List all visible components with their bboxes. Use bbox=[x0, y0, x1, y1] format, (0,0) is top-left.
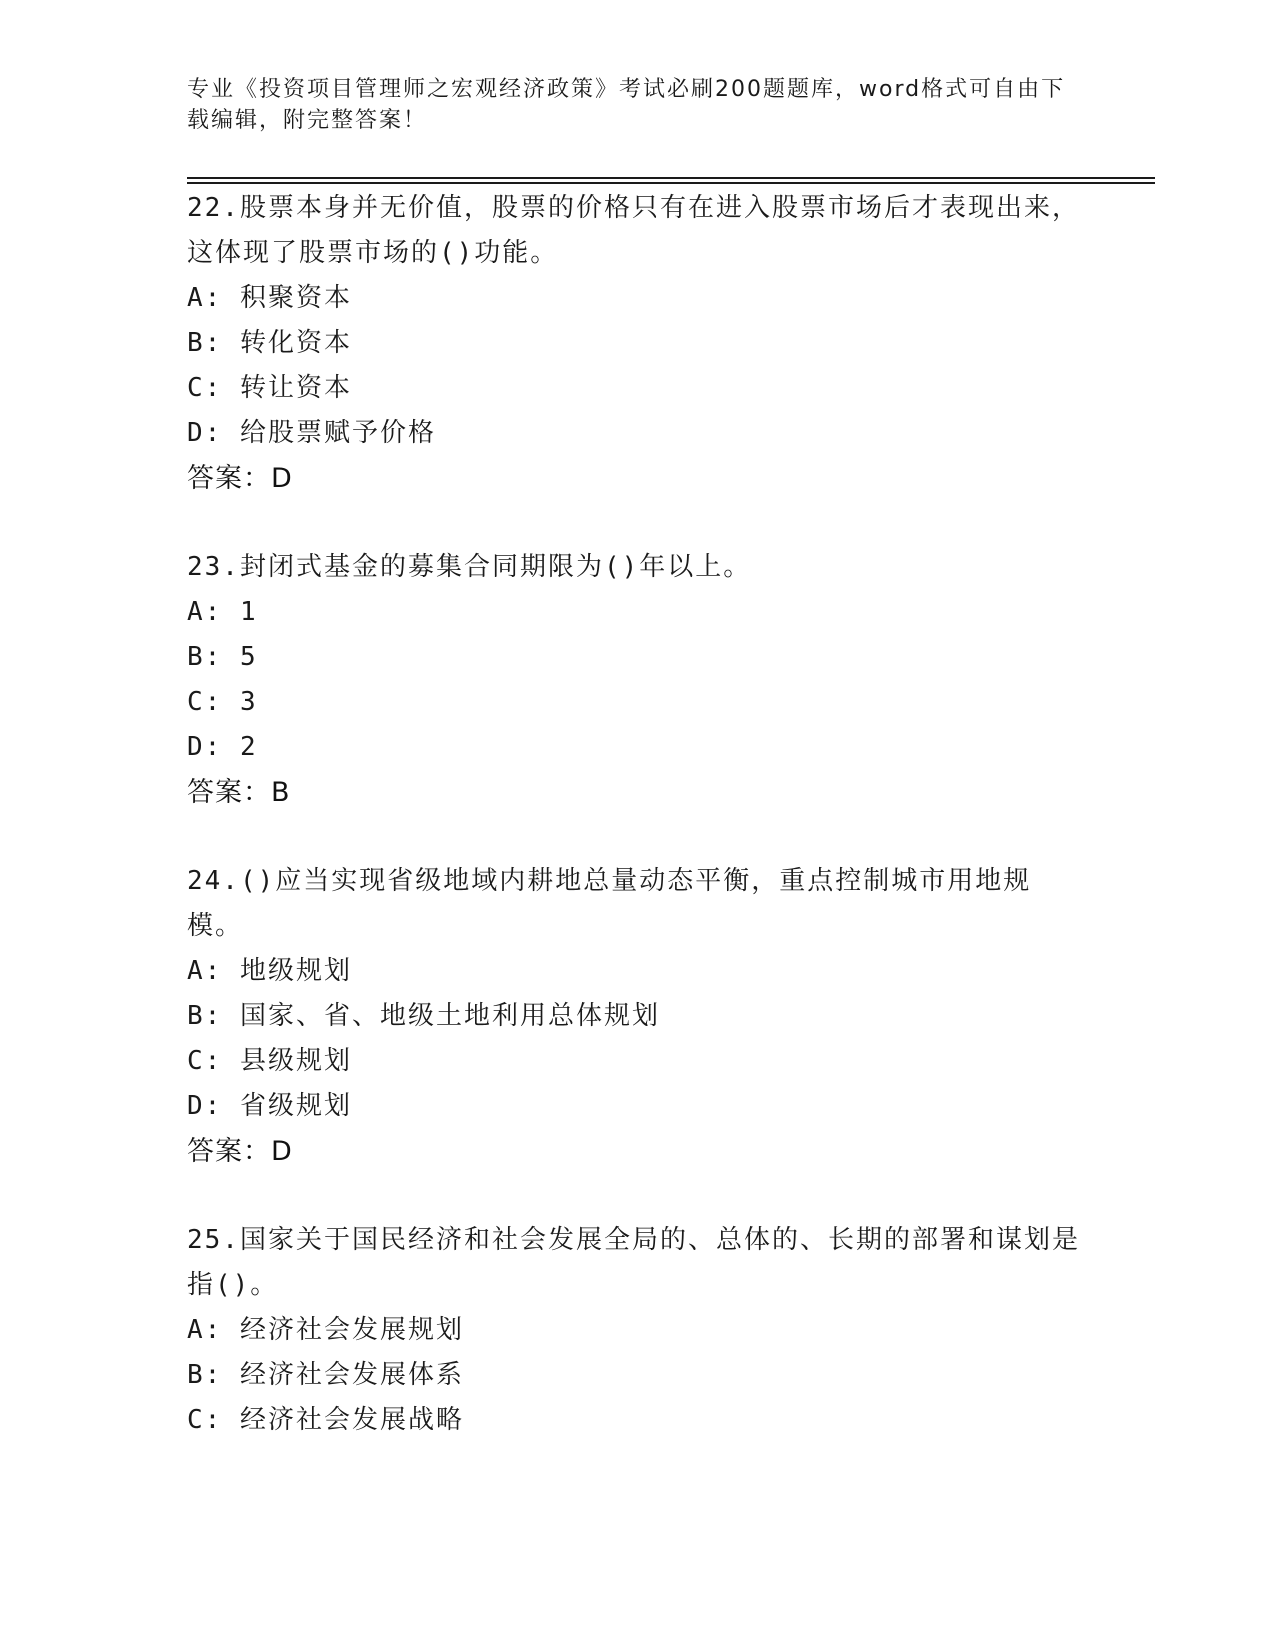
option-c: C: 县级规划 bbox=[187, 1046, 352, 1076]
option-a: A: 积聚资本 bbox=[187, 283, 352, 313]
question-list bbox=[187, 186, 1087, 1487]
option-a: A: 地级规划 bbox=[187, 956, 352, 986]
question-24 bbox=[187, 859, 1087, 1174]
option-b: B: 5 bbox=[187, 642, 258, 672]
option-b: B: 国家、省、地级土地利用总体规划 bbox=[187, 1001, 660, 1031]
option-d: D: 省级规划 bbox=[187, 1091, 352, 1121]
option-d: D: 给股票赋予价格 bbox=[187, 418, 436, 448]
option-c: C: 3 bbox=[187, 687, 258, 717]
option-a: A: 经济社会发展规划 bbox=[187, 1315, 464, 1345]
document-header-note: 专业《投资项目管理师之宏观经济政策》考试必刷200题题库，word格式可自由下载编辑，附完整答案！ bbox=[187, 77, 1066, 133]
option-c: C: 经济社会发展战略 bbox=[187, 1405, 464, 1435]
option-d: D: 2 bbox=[187, 732, 258, 762]
answer-line: 答案：B bbox=[187, 777, 291, 808]
question-stem: 23.封闭式基金的募集合同期限为()年以上。 bbox=[187, 552, 752, 582]
question-stem: 24.()应当实现省级地域内耕地总量动态平衡，重点控制城市用地规模。 bbox=[187, 866, 1032, 941]
question-stem: 22.股票本身并无价值，股票的价格只有在进入股票市场后才表现出来，这体现了股票市场的()功能。 bbox=[187, 193, 1080, 268]
option-c: C: 转让资本 bbox=[187, 373, 352, 403]
option-b: B: 经济社会发展体系 bbox=[187, 1360, 464, 1390]
header-divider-bottom bbox=[187, 182, 1155, 184]
option-a: A: 1 bbox=[187, 597, 258, 627]
option-b: B: 转化资本 bbox=[187, 328, 352, 358]
question-22 bbox=[187, 186, 1087, 501]
answer-line: 答案：D bbox=[187, 463, 293, 494]
question-25 bbox=[187, 1218, 1087, 1443]
question-23 bbox=[187, 545, 1087, 815]
header-divider-top bbox=[187, 177, 1155, 179]
answer-line: 答案：D bbox=[187, 1136, 293, 1167]
question-stem: 25.国家关于国民经济和社会发展全局的、总体的、长期的部署和谋划是指()。 bbox=[187, 1225, 1080, 1300]
